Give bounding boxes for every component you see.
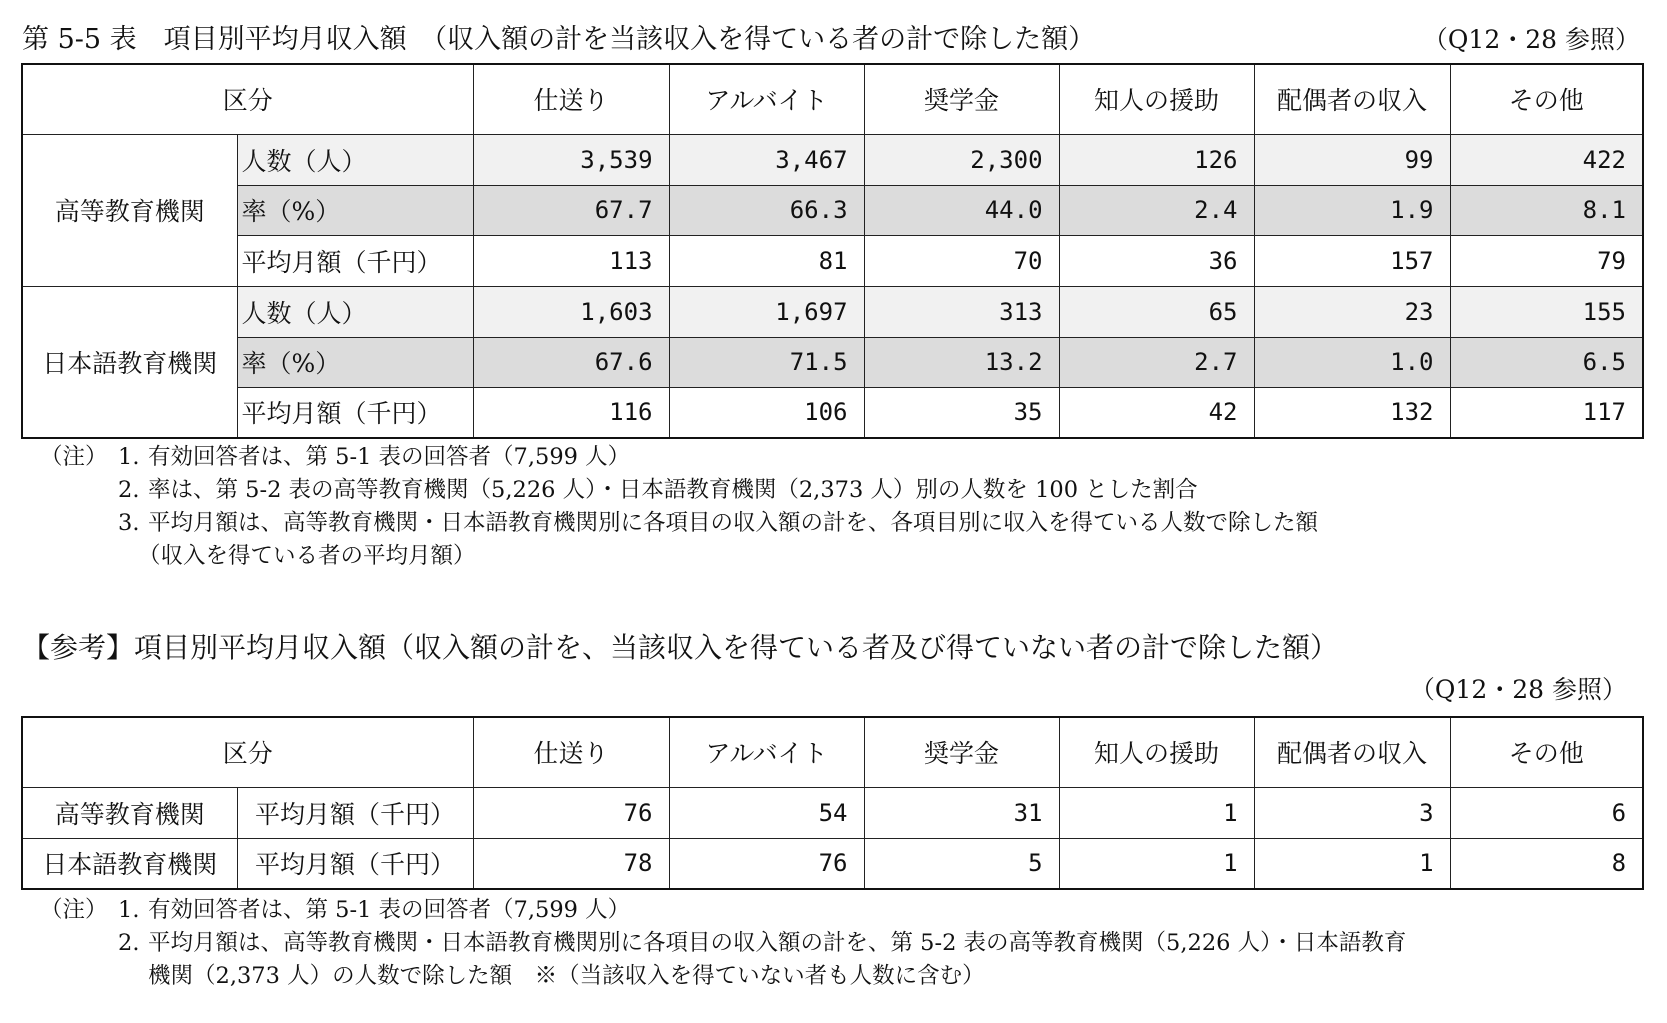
table-row [22, 337, 1643, 387]
value-cell: 1.0 [1254, 337, 1450, 387]
value-cell: 1,697 [669, 286, 864, 337]
table-header-row [22, 64, 1643, 134]
table-row [22, 134, 1643, 185]
value-cell: 116 [473, 387, 669, 438]
note-number: 2. [118, 930, 140, 956]
note-mark: （注） [40, 897, 108, 923]
header-category: 区分 [22, 717, 473, 787]
value-cell: 132 [1254, 387, 1450, 438]
note-text: 平均月額は、高等教育機関・日本語教育機関別に各項目の収入額の計を、各項目別に収入を得ている人数で除した額 [148, 510, 1319, 536]
value-cell: 35 [864, 387, 1059, 438]
value-cell: 76 [473, 787, 669, 838]
value-cell: 81 [669, 235, 864, 286]
note-text: 平均月額は、高等教育機関・日本語教育機関別に各項目の収入額の計を、第 5-2 表の高等教育機関（5,226 人）・日本語教育 [148, 930, 1407, 956]
header-col: アルバイト [669, 717, 864, 787]
value-cell: 31 [864, 787, 1059, 838]
table-header-row [22, 717, 1643, 787]
value-cell: 44.0 [864, 185, 1059, 235]
header-col: 仕送り [473, 64, 669, 134]
value-cell: 99 [1254, 134, 1450, 185]
header-col: アルバイト [669, 64, 864, 134]
value-cell: 106 [669, 387, 864, 438]
value-cell: 71.5 [669, 337, 864, 387]
value-cell: 2,300 [864, 134, 1059, 185]
group-label: 高等教育機関 [22, 134, 237, 286]
value-cell: 313 [864, 286, 1059, 337]
value-cell: 6 [1450, 787, 1643, 838]
note-mark: （注） [40, 444, 108, 470]
table-row [22, 838, 1643, 889]
value-cell: 8 [1450, 838, 1643, 889]
table-row [22, 235, 1643, 286]
note-text: 有効回答者は、第 5-1 表の回答者（7,599 人） [148, 897, 631, 923]
value-cell: 126 [1059, 134, 1254, 185]
header-col: 知人の援助 [1059, 64, 1254, 134]
income-table-reference [21, 716, 1644, 890]
value-cell: 67.6 [473, 337, 669, 387]
value-cell: 8.1 [1450, 185, 1643, 235]
value-cell: 66.3 [669, 185, 864, 235]
value-cell: 3 [1254, 787, 1450, 838]
row-label: 平均月額（千円） [237, 387, 473, 438]
table-row [22, 387, 1643, 438]
value-cell: 54 [669, 787, 864, 838]
value-cell: 67.7 [473, 185, 669, 235]
value-cell: 2.7 [1059, 337, 1254, 387]
header-col: 奨学金 [864, 64, 1059, 134]
header-col: その他 [1450, 64, 1643, 134]
row-label: 平均月額（千円） [237, 235, 473, 286]
note-number: 1. [118, 444, 140, 470]
value-cell: 3,467 [669, 134, 864, 185]
header-col: 仕送り [473, 717, 669, 787]
value-cell: 2.4 [1059, 185, 1254, 235]
table-title-main: 第 5-5 表 項目別平均月収入額 （収入額の計を当該収入を得ている者の計で除した額） [22, 24, 1096, 55]
value-cell: 155 [1450, 286, 1643, 337]
table-row [22, 787, 1643, 838]
value-cell: 78 [473, 838, 669, 889]
group-label: 高等教育機関 [22, 787, 237, 838]
value-cell: 79 [1450, 235, 1643, 286]
value-cell: 422 [1450, 134, 1643, 185]
reference-title: 【参考】項目別平均月収入額（収入額の計を、当該収入を得ている者及び得ていない者の計で除した額） [22, 631, 1339, 664]
reference-note: （Q12・28 参照） [1409, 675, 1627, 704]
table-title [22, 20, 1642, 60]
value-cell: 1,603 [473, 286, 669, 337]
value-cell: 36 [1059, 235, 1254, 286]
group-label: 日本語教育機関 [22, 838, 237, 889]
value-cell: 1.9 [1254, 185, 1450, 235]
row-label: 平均月額（千円） [237, 787, 473, 838]
value-cell: 23 [1254, 286, 1450, 337]
value-cell: 113 [473, 235, 669, 286]
header-col: 配偶者の収入 [1254, 717, 1450, 787]
value-cell: 65 [1059, 286, 1254, 337]
value-cell: 13.2 [864, 337, 1059, 387]
header-col: 知人の援助 [1059, 717, 1254, 787]
table-title-reference: （Q12・28 参照） [1422, 25, 1640, 54]
value-cell: 1 [1059, 787, 1254, 838]
group-label: 日本語教育機関 [22, 286, 237, 438]
value-cell: 6.5 [1450, 337, 1643, 387]
note-text: 有効回答者は、第 5-1 表の回答者（7,599 人） [148, 444, 631, 470]
note-number: 3. [118, 510, 140, 536]
header-category: 区分 [22, 64, 473, 134]
table-row [22, 185, 1643, 235]
value-cell: 42 [1059, 387, 1254, 438]
note-text: 率は、第 5-2 表の高等教育機関（5,226 人）・日本語教育機関（2,373 人）別の人数を 100 とした割合 [148, 477, 1198, 503]
row-label: 率（%） [237, 185, 473, 235]
value-cell: 117 [1450, 387, 1643, 438]
value-cell: 70 [864, 235, 1059, 286]
value-cell: 157 [1254, 235, 1450, 286]
row-label: 人数（人） [237, 286, 473, 337]
row-label: 人数（人） [237, 134, 473, 185]
value-cell: 5 [864, 838, 1059, 889]
header-col: 奨学金 [864, 717, 1059, 787]
value-cell: 1 [1059, 838, 1254, 889]
header-col: 配偶者の収入 [1254, 64, 1450, 134]
value-cell: 3,539 [473, 134, 669, 185]
row-label: 率（%） [237, 337, 473, 387]
note-continuation: （収入を得ている者の平均月額） [138, 543, 476, 569]
value-cell: 76 [669, 838, 864, 889]
row-label: 平均月額（千円） [237, 838, 473, 889]
header-col: その他 [1450, 717, 1643, 787]
note-number: 1. [118, 897, 140, 923]
note-continuation: 機関（2,373 人）の人数で除した額 ※（当該収入を得ていない者も人数に含む） [148, 963, 985, 989]
note-number: 2. [118, 477, 140, 503]
income-table-main [21, 63, 1644, 439]
value-cell: 1 [1254, 838, 1450, 889]
table-row [22, 286, 1643, 337]
